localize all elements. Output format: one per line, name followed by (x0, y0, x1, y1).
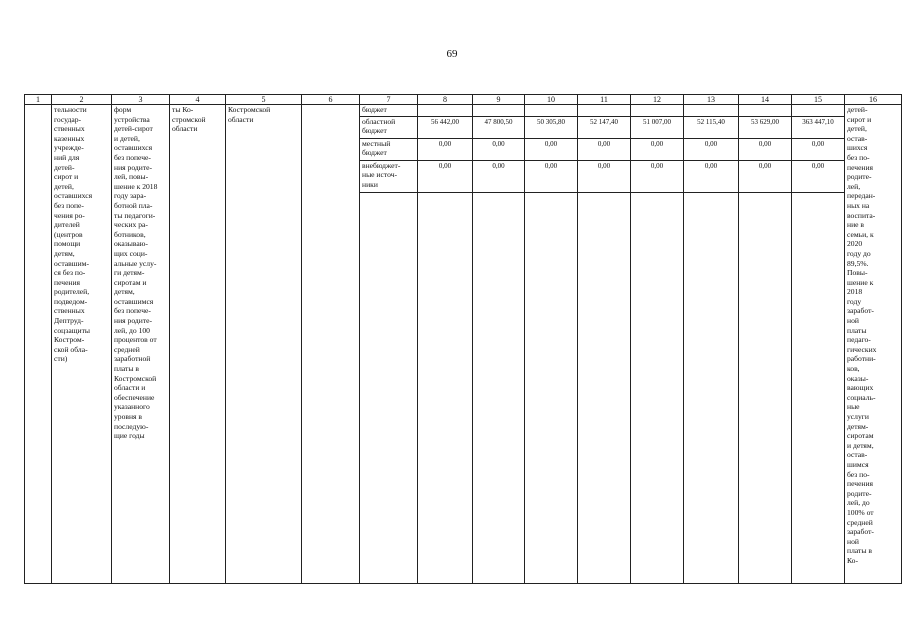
page-number: 69 (446, 48, 458, 60)
value-cell (578, 105, 631, 117)
value-cell: 0,00 (578, 160, 631, 192)
cell-col5: Костромской области (226, 105, 302, 584)
cell-col16-target: детей- сирот и детей, остав- шихся без по- печения родите- лей, передан- ных на воспита- ние в семьи, к 2020 году до 89,5%. Повы- шение к 2018 году заработ- ной платы педаго- гических работни- ков, оказы- вающих социаль- ные услуги детям- сиротам и детям, остав- шимся без по- печения родите- лей, до 100% от средней заработ- ной платы в Ко- (845, 105, 902, 584)
value-cell (525, 105, 578, 117)
col-header-11: 11 (578, 95, 631, 105)
value-cell: 0,00 (631, 160, 684, 192)
value-cell: 51 007,00 (631, 116, 684, 138)
cell-col3-measures: форм устройства детей-сирот и детей, оставшихся без попече- ния родите- лей, повы- шение к 2018 году зара- ботной пла- ты педагоги- ческих ра- ботников, оказываю- щих соци- альные услу- ги детям- сиротам и детям, оставшимся без попече- ния родите- лей, до 100 процентов от средней заработной платы в Костромской области и обеспечение указанного уровня в последую- щие годы (112, 105, 170, 584)
col-header-5: 5 (226, 95, 302, 105)
header-row (25, 95, 902, 105)
empty-cell (631, 193, 684, 584)
col-header-15: 15 (792, 95, 845, 105)
source-label: местный бюджет (360, 138, 418, 160)
value-cell (739, 105, 792, 117)
col-header-4: 4 (170, 95, 226, 105)
cell-col4: ты Ко- стромской области (170, 105, 226, 584)
value-cell: 56 442,00 (418, 116, 473, 138)
value-cell: 0,00 (631, 138, 684, 160)
col-header-7: 7 (360, 95, 418, 105)
value-cell: 47 800,50 (473, 116, 525, 138)
value-cell: 0,00 (684, 138, 739, 160)
empty-cell (360, 193, 418, 584)
value-cell (792, 105, 845, 117)
value-cell: 52 147,40 (578, 116, 631, 138)
value-cell: 0,00 (739, 138, 792, 160)
value-cell: 50 305,80 (525, 116, 578, 138)
empty-cell (739, 193, 792, 584)
value-cell: 0,00 (684, 160, 739, 192)
value-cell: 0,00 (473, 160, 525, 192)
empty-cell (418, 193, 473, 584)
cell-col1 (25, 105, 52, 584)
value-cell (684, 105, 739, 117)
budget-table (24, 94, 902, 584)
source-label: внебюджет- ные источ- ники (360, 160, 418, 192)
value-cell: 0,00 (473, 138, 525, 160)
col-header-3: 3 (112, 95, 170, 105)
value-cell: 0,00 (792, 160, 845, 192)
col-header-8: 8 (418, 95, 473, 105)
value-cell: 52 115,40 (684, 116, 739, 138)
value-cell: 0,00 (418, 138, 473, 160)
value-cell: 53 629,00 (739, 116, 792, 138)
value-cell: 0,00 (418, 160, 473, 192)
col-header-12: 12 (631, 95, 684, 105)
table-row (25, 105, 902, 117)
value-cell: 0,00 (525, 138, 578, 160)
cell-col2-description: тельности государ- ственных казенных учрежде- ний для детей- сирот и детей, оставшихся без попе- чения ро- дителей (центров помощи детям, оставшим- ся без по- печения родителей, подведом- ственных Дептруд- соцзащиты Костром- ской обла- сти) (52, 105, 112, 584)
cell-col6 (302, 105, 360, 584)
col-header-10: 10 (525, 95, 578, 105)
value-cell (473, 105, 525, 117)
source-label: областной бюджет (360, 116, 418, 138)
value-cell: 0,00 (578, 138, 631, 160)
col-header-14: 14 (739, 95, 792, 105)
col-header-1: 1 (25, 95, 52, 105)
empty-cell (578, 193, 631, 584)
value-cell: 363 447,10 (792, 116, 845, 138)
value-cell: 0,00 (739, 160, 792, 192)
empty-cell (684, 193, 739, 584)
value-cell (631, 105, 684, 117)
col-header-13: 13 (684, 95, 739, 105)
value-cell: 0,00 (525, 160, 578, 192)
source-label: бюджет (360, 105, 418, 117)
empty-cell (473, 193, 525, 584)
col-header-16: 16 (845, 95, 902, 105)
empty-cell (792, 193, 845, 584)
value-cell (418, 105, 473, 117)
col-header-2: 2 (52, 95, 112, 105)
empty-cell (525, 193, 578, 584)
col-header-6: 6 (302, 95, 360, 105)
col-header-9: 9 (473, 95, 525, 105)
value-cell: 0,00 (792, 138, 845, 160)
